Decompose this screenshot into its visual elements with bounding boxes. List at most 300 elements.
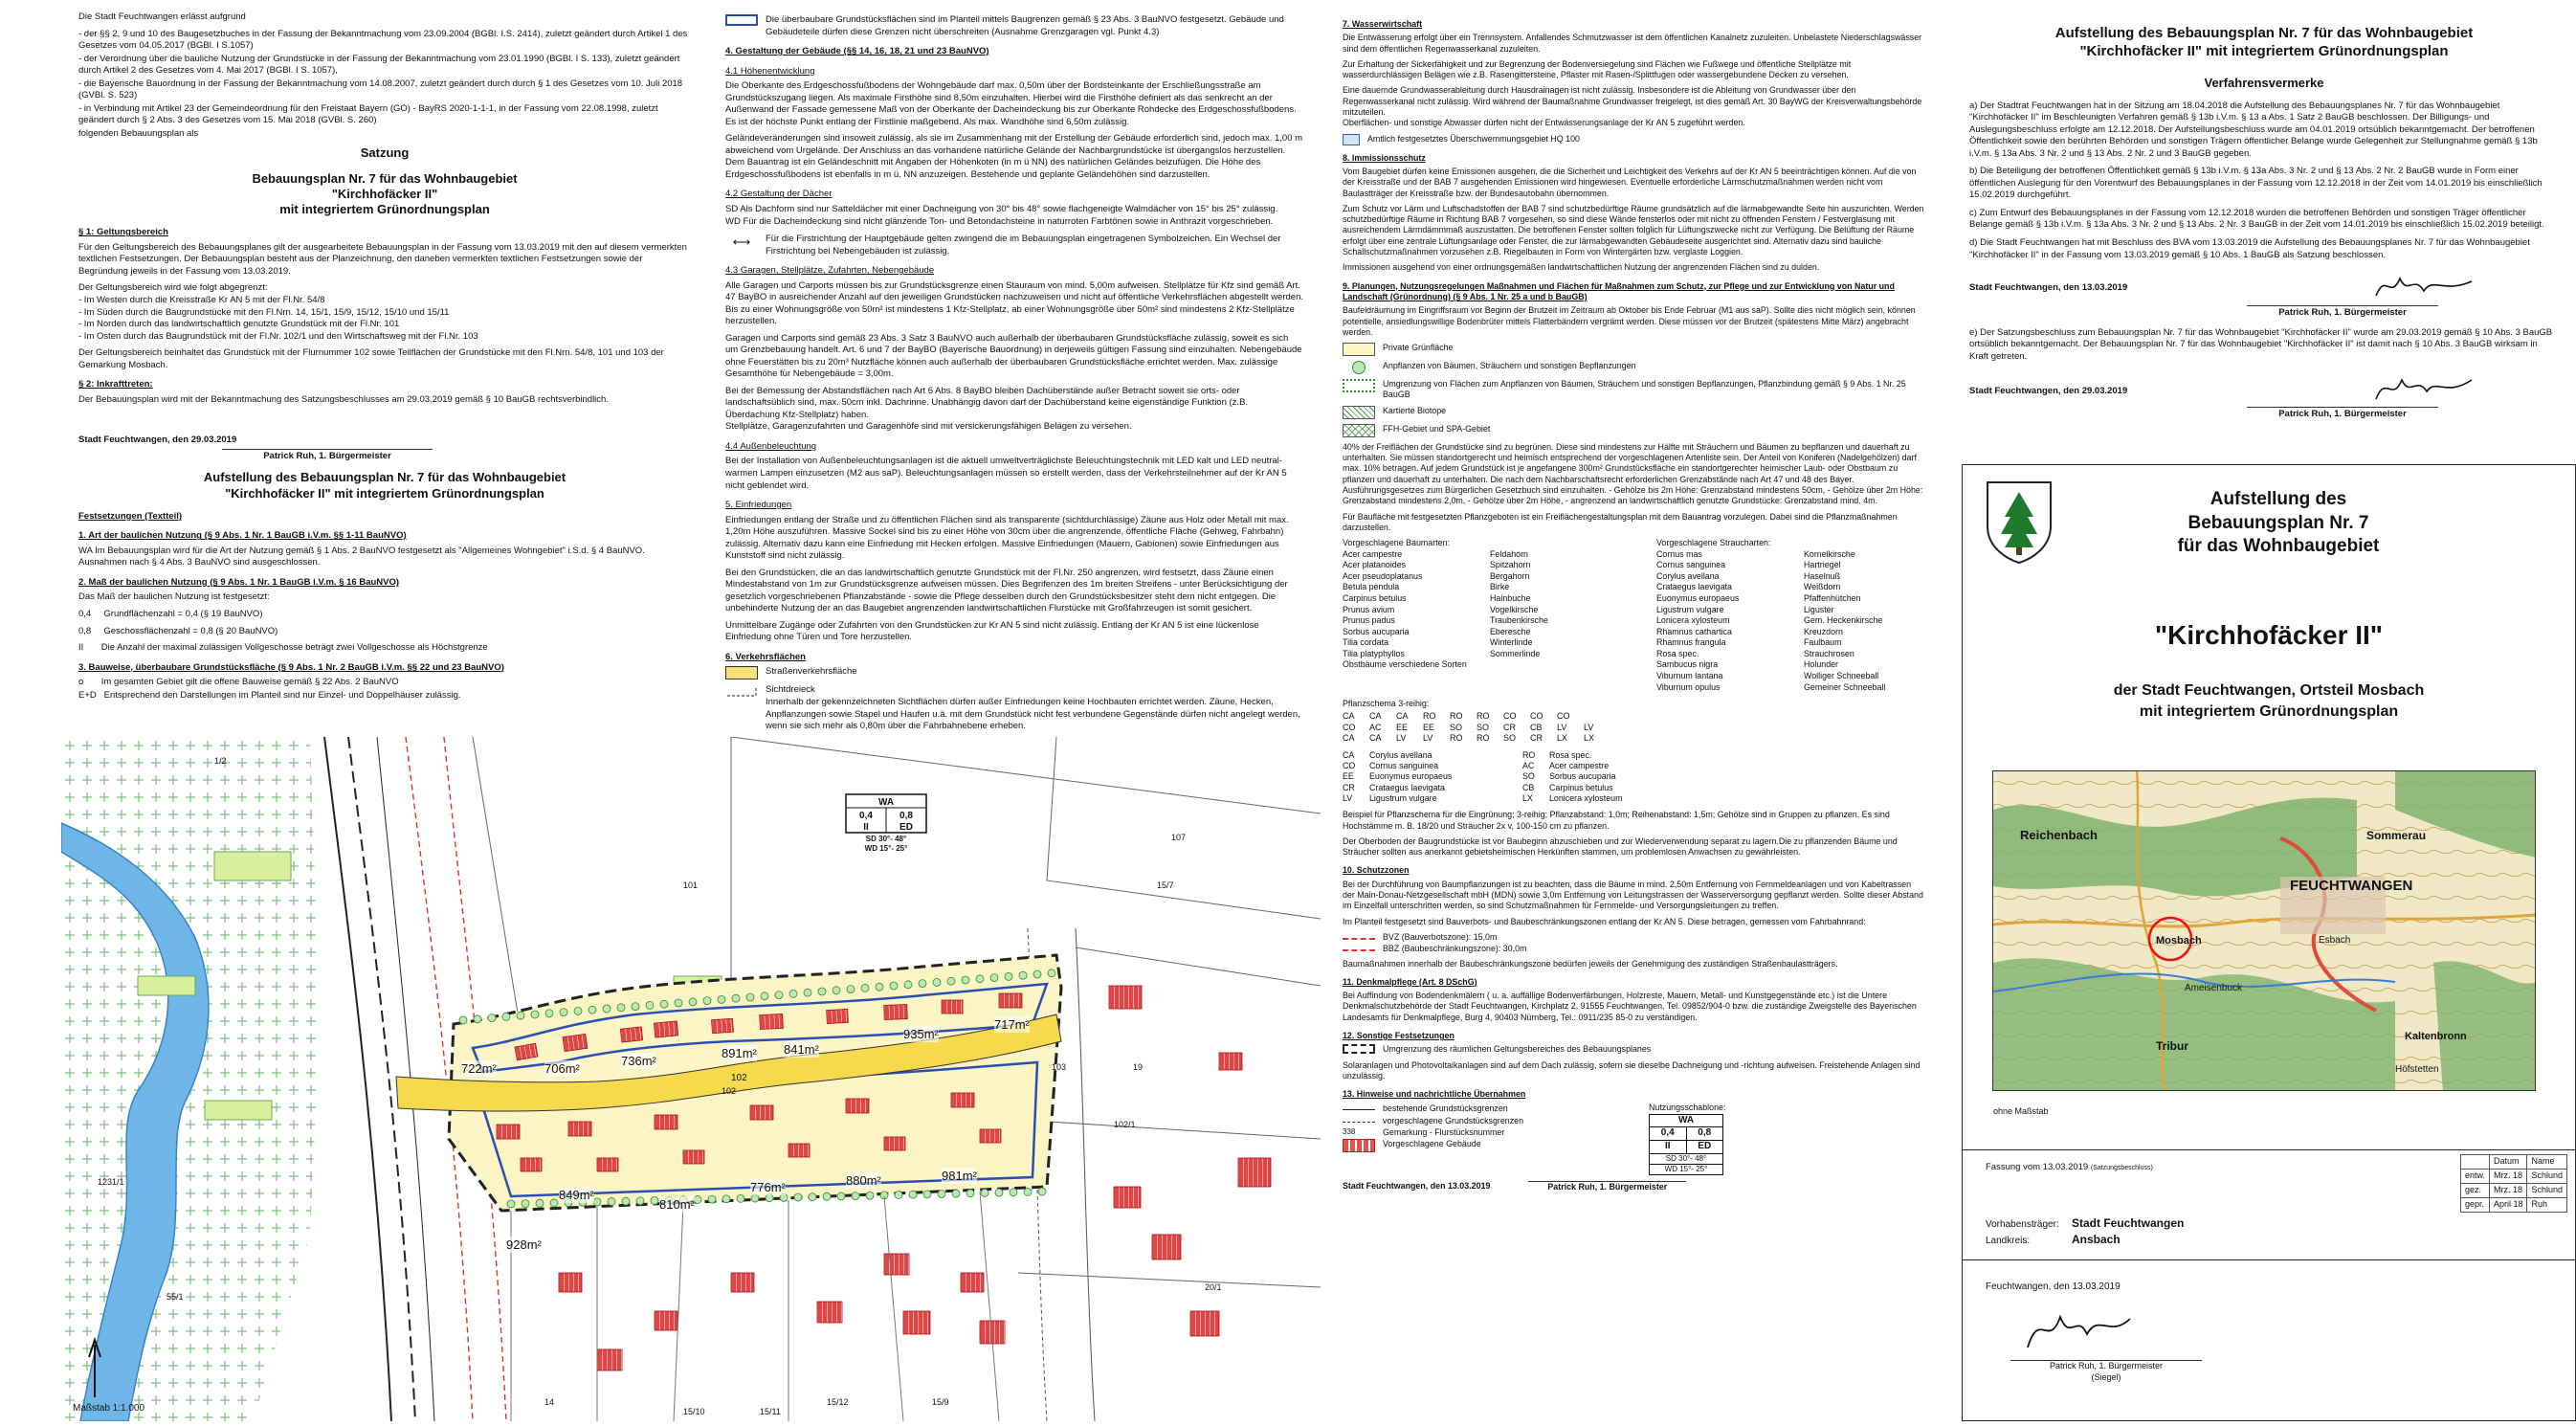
paragraph: Baumaßnahmen innerhalb der Baubeschränkungszone bedürfen jeweils der Genehmigung des zuständigen Straßenbaulastträgers. [1343, 959, 1925, 969]
text-column-1 [61, 0, 708, 737]
tree-icon [1024, 1188, 1032, 1195]
legend-bvz [1343, 932, 1925, 943]
gruen-swatch [1343, 343, 1375, 356]
species-latin: Sorbus aucuparia [1343, 627, 1486, 638]
section-heading: Festsetzungen (Textteil) [78, 511, 691, 524]
species-german: Gemeiner Schneeball [1804, 682, 1943, 694]
species-german: Eberesche [1490, 627, 1653, 638]
species-latin: Sambucus nigra [1656, 659, 1800, 671]
paragraph: Alle Garagen und Carports müssen bis zur Grundstücksgrenze einen Stauraum von mind. 5,00m aufweisen. Stellplätze für Kfz sind gemäß Art. 47 BayBO in ausreichender Anzahl auf den jeweiligen Grundstücken nachzuweisen und nicht auf öffentliche Verkehrsflächen abgestellt werden. Bis zu einer Wohnungsgröße von 50m² ist mindestens 1 Kfz-Stellplatz, ab einer Wohnungsgröße über 50m² sind mindestens 2 Kfz-Stellplätze herzustellen. [725, 280, 1303, 328]
lot-area-label: 841m² [784, 1041, 819, 1058]
tree-icon [995, 1189, 1003, 1196]
abbr-code: LV [1343, 793, 1369, 804]
species-german: Liguster [1804, 605, 1943, 616]
frame-title: Aufstellung des Bebauungsplan Nr. 7 für das Wohnbaugebiet [2077, 488, 2479, 559]
legend-gruen [1343, 343, 1925, 356]
text-column-3 [1325, 0, 1943, 1421]
schema-cell: WA [1650, 1115, 1722, 1127]
abbr-name: Cornus sanguinea [1369, 761, 1522, 771]
tree-icon [560, 1009, 567, 1016]
schema-cell: 0,4 [1650, 1127, 1686, 1140]
baugrenze-swatch [725, 14, 758, 26]
revision-cell: gez. [2460, 1183, 2489, 1197]
tree-icon [947, 977, 955, 985]
species-latin: Carpinus betulus [1343, 593, 1486, 605]
nutzungsschablone [1649, 1114, 1723, 1175]
species-german: Sommerlinde [1490, 649, 1653, 660]
legend-text: Amtlich festgesetztes Überschwemmungsgebiet HQ 100 [1367, 134, 1580, 145]
section-heading: 10. Schutzzonen [1343, 865, 1925, 876]
parcel-number: 15/7 [1157, 880, 1174, 892]
legend-text: Die überbaubare Grundstücksflächen sind im Planteil mittels Baugrenzen gemäß § 23 Abs. 3 BauNVO festgesetzt. Gebäude und Gebäudeteile dürfen diese Grenzen nicht überschreiten (Ausnahme Grenzgaragen vgl. Punkt 4.3) [766, 14, 1303, 38]
abbreviation-table [1343, 750, 1925, 804]
pflanz-cell: CO [1557, 711, 1584, 722]
pflanz-cell: LV [1557, 723, 1584, 733]
vtr-value: Stadt Feuchtwangen [2072, 1216, 2184, 1230]
legend-grenze-best [1343, 1103, 1630, 1114]
parcel-number: 15/12 [827, 1397, 849, 1409]
parcel-number: 14 [544, 1397, 554, 1409]
species-latin: Prunus avium [1343, 605, 1486, 616]
species-german: Feldahorn [1490, 549, 1653, 561]
bbz-line [1343, 949, 1375, 951]
tree-icon [718, 995, 725, 1003]
paragraph: Immissionen ausgehend von einer ordnungsgemäßen landwirtschaftlichen Nutzung der angrenzenden Flächen sind zu dulden. [1343, 262, 1925, 273]
species-german: Kornelkirsche [1804, 549, 1943, 561]
bvz-line [1343, 938, 1375, 940]
tree-icon [522, 1200, 529, 1208]
species-german: Bergahorn [1490, 571, 1653, 583]
sign-date: Stadt Feuchtwangen, den 29.03.2019 [1969, 386, 2127, 398]
tree-icon [502, 1013, 510, 1020]
firstrichtung-arrow-icon: ⟷ [725, 234, 758, 250]
parcel-number: 15/10 [683, 1407, 705, 1418]
pflanz-cell: CA [1396, 711, 1423, 722]
tree-icon [895, 1192, 902, 1199]
tree-icon [531, 1011, 539, 1018]
lot-area-label: 981m² [942, 1168, 977, 1184]
tree-icon [1352, 361, 1366, 374]
pflanz-cell: CA [1369, 711, 1396, 722]
legend-text: FFH-Gebiet und SPA-Gebiet [1383, 424, 1490, 434]
paragraph: Der Geltungsbereich wird wie folgt abgegrenzt: - Im Westen durch die Kreisstraße Kr AN 5 mit der Fl.Nr. 54/8 - Im Süden durch die Baugrundstücke mit den Fl.Nrn. 14, 15/1, 15/9, 15/12, 15/10 und 15/11 - Im Norden durch das landwirtschaftlich genutzte Grundstück mit der Fl.Nr. 101 - Im Osten durch das Baugrundstück mit der Fl.Nr. 102/1 und den Wirtschaftsweg mit der Fl.Nr. 103 [78, 282, 691, 343]
frame-subtitle: der Stadt Feuchtwangen, Ortsteil Mosbach mit integriertem Grünordnungsplan [1963, 680, 2575, 722]
species-latin: Tilia cordata [1343, 637, 1486, 649]
species-latin [1343, 671, 1486, 682]
map-schema-cell: WD 15°- 25° [846, 844, 926, 855]
paragraph: Zur Erhaltung der Sickerfähigkeit und zur Begrenzung der Bodenversiegelung sind Flächen wie Fußwege und öffentliche Stellplätze mit wasserdurchlässigen Belägen wie z.B. Rasengittersteine, Pflaster mit Rasen-/Splittfugen oder wassergebundene Decken zu versehen. [1343, 59, 1925, 81]
section-heading: 4. Gestaltung der Gebäude (§§ 14, 16, 18, 21 und 23 BauNVO) [725, 46, 1303, 58]
lot-area-label: 891m² [722, 1045, 757, 1061]
tree-icon [746, 993, 754, 1001]
lot-area-label: 706m² [544, 1060, 580, 1077]
geltungsbereich-swatch [1343, 1044, 1375, 1054]
tree-icon [1005, 972, 1012, 980]
tree-icon [574, 1007, 582, 1014]
intro-line: - die Bayerische Bauordnung in der Fassung der Bekanntmachung vom 14.08.2007, zuletzt geändert durch durch § 1 des Gesetzes vom 10. Juli 2018 (GVBl. S. 523) [78, 78, 691, 102]
legend-baum [1343, 361, 1925, 374]
species-german [1490, 659, 1653, 671]
subsection-heading: 4.3 Garagen, Stellplätze, Zufahrten, Nebengebäude [725, 265, 1303, 278]
tree-icon [923, 1191, 931, 1198]
species-latin [1343, 682, 1486, 694]
paragraph: Der Geltungsbereich beinhaltet das Grundstück mit der Flurnummer 102 sowie Teilflächen der Grundstücke mit den Fl.Nrn. 54/8, 101 und 103 der Gemarkung Mosbach. [78, 347, 691, 371]
subsection-heading: 5. Einfriedungen [725, 500, 1303, 512]
pflanz-cell: LV [1396, 733, 1423, 744]
abbr-code: EE [1343, 771, 1369, 782]
map-schema-cell: II [846, 821, 886, 834]
legend-strasse [725, 666, 1303, 680]
map-schema-cell: 0,8 [886, 810, 926, 822]
pflanz-cell: CB [1530, 723, 1557, 733]
vorhabenstraeger [1986, 1216, 2184, 1232]
species-german: Traubenkirsche [1490, 615, 1653, 627]
section-heading: 3. Bauweise, überbaubare Grundstücksfläche (§ 9 Abs. 1 Nr. 2 BauGB i.V.m. §§ 22 und 23 BauNVO) [78, 662, 691, 675]
species-german: Birke [1490, 582, 1653, 593]
schema-cell: SD 30°- 48° [1650, 1154, 1722, 1164]
paragraph: Unmittelbare Zugänge oder Zufahrten von den Grundstücken zur Kr AN 5 sind nicht zulässig. Entlang der Kr AN 5 ist eine lückenlose Einfriedung ohne Türen und Tore herzustellen. [725, 620, 1303, 644]
sign-sub: (Siegel) [2010, 1372, 2202, 1384]
revision-cell: April 18 [2489, 1197, 2527, 1212]
parcel-number: 101 [683, 880, 698, 892]
landkreis [1986, 1233, 2121, 1248]
tree-icon [545, 1010, 553, 1017]
parcel-number: 15/9 [932, 1397, 949, 1409]
sign-date: Feuchtwangen, den 13.03.2019 [1986, 1281, 2121, 1293]
species-german: Weißdorn [1804, 582, 1943, 593]
coat-of-arms-icon [1984, 479, 2054, 565]
tree-icon [1019, 971, 1027, 979]
tree-icon [976, 975, 984, 983]
species-latin: Acer platanoides [1343, 560, 1486, 571]
schema-cell: 0,8 [1686, 1127, 1723, 1140]
section-heading: 1. Art der baulichen Nutzung (§ 9 Abs. 1 Nr. 1 BauGB i.V.m. §§ 1-11 BauNVO) [78, 530, 691, 543]
abbr-code: CR [1343, 783, 1369, 793]
pflanz-cell: LX [1584, 733, 1610, 744]
legend-grenze-vorg [1343, 1116, 1630, 1126]
fassung-date: Fassung vom 13.03.2019 [1986, 1162, 2088, 1172]
abbr-code: RO [1522, 750, 1549, 761]
tree-icon [636, 1197, 644, 1205]
paragraph: Bei Auffindung von Bodendenkmälern ( u. a. auffällige Bodenverfärbungen, Holzreste, Mauern, Metall- und Kunstgegenstände etc.) ist die Untere Denkmalschutzbehörde der Stadt Feuchtwangen, Kirchplatz 2, 91555 Feuchtwangen, Tel. 09852/904-0 bzw. die zuständige Zweigstelle des Bayerischen Landesamts für Denkmalpflege, Burg 4, 90403 Nürnberg, Tel.: 0911/235 85-0 zu verständigen. [1343, 991, 1925, 1023]
species-german: Haselnuß [1804, 571, 1943, 583]
legend-text: Private Grünfläche [1383, 343, 1454, 353]
verfahren-item: d) Die Stadt Feuchtwangen hat mit Beschluss des BVA vom 13.03.2019 die Aufstellung des Bebauungsplanes Nr. 7 für das Wohnbaugebiet "Kirchhofäcker II" in der Fassung vom 13.03.2019 gemäß § 10 Abs. 1 BauGB als Satzung beschlossen. [1969, 237, 2559, 261]
verfahren-item: b) Die Beteiligung der betroffenen Öffentlichkeit gemäß § 13b i.V.m. § 13a Abs. 3 Nr. 2 und § 13 Abs. 2 Nr. 2 BauGB wurde in Form einer öffentlichen Auslegung für den Vorentwurf des Bebauungsplanes in der Fassung vom 12.12.2018 in der Zeit vom 14.01.2019 bis einschließlich 15.02.2019 durchgeführt. [1969, 166, 2559, 202]
abbr-code: CB [1522, 783, 1549, 793]
tree-icon [617, 1004, 625, 1012]
biotop-swatch [1343, 406, 1375, 419]
abbr-name: Acer campestre [1549, 761, 1702, 771]
species-latin: Prunus padus [1343, 615, 1486, 627]
abbr-name: Crataegus laevigata [1369, 783, 1522, 793]
lot-area-label: 935m² [903, 1026, 939, 1042]
tree-icon [861, 984, 869, 992]
map-label: Esbach [2319, 934, 2350, 947]
lk-value: Ansbach [2072, 1233, 2121, 1246]
tree-icon [933, 978, 941, 986]
pflanz-cell: CO [1530, 711, 1557, 722]
map-label: Sommerau [2366, 829, 2426, 844]
tree-icon [588, 1006, 596, 1014]
tree-icon [751, 1194, 759, 1202]
tree-icon [646, 1001, 654, 1009]
abbr-code: SO [1522, 771, 1549, 782]
paragraph: Bei der Installation von Außenbeleuchtungsanlagen ist die aktuell umweltverträglichste Beleuchtungstechnik mit LED kalt und LED neutral-warmen Lampen einzusetzen (M2 aus saP). Beleuchtungsanlagen müssen so erstellt werden, dass der Verkehrsteilnehmer auf der Kr AN 5 nicht geblendet wird. [725, 456, 1303, 492]
tree-icon [708, 1195, 716, 1203]
tree-icon [703, 997, 711, 1005]
tree-icon [775, 992, 783, 999]
revision-cell: Ruh [2527, 1197, 2567, 1212]
species-latin: Corylus avellana [1656, 571, 1800, 583]
pflanz-cell: LV [1584, 723, 1610, 733]
lot-area-label: 810m² [659, 1196, 695, 1213]
tree-icon [990, 974, 998, 982]
signature-icon [2020, 1300, 2135, 1357]
revision-cell: entw. [2460, 1169, 2489, 1183]
parcel-number: 19 [1133, 1062, 1143, 1074]
pflanz-cell: EE [1396, 723, 1423, 733]
section-heading: 7. Wasserwirtschaft [1343, 19, 1925, 30]
tree-icon [1048, 969, 1055, 977]
paragraph: Einfriedungen entlang der Straße und zu öffentlichen Flächen sind als transparente (sichtdurchlässige) Zäune aus Holz oder Metall mit max. 1,20m Höhe auszuführen. Massive Sockel sind bis zu einer Höhe von 30cm über die angrenzende, öffentliche Fläche (Gehweg, Fahrbahn) zulässig. Alternativ dazu kann eine Einfriedung mit Hecken erfolgen. Massive Einfriedungen (Mauern, Gabionen) sowie Einfriedungen aus Kunststoff sind nicht zulässig. [725, 515, 1303, 563]
tree-icon [675, 999, 682, 1007]
species-german: Pfaffenhütchen [1804, 593, 1943, 605]
tree-icon [694, 1195, 701, 1203]
lot-area-label: 717m² [994, 1016, 1030, 1033]
legend-text: bestehende Grundstücksgrenzen [1383, 1103, 1508, 1114]
legend-firstrichtung [725, 234, 1303, 257]
signature-area-1 [1969, 267, 2559, 305]
section-heading: 12. Sonstige Festsetzungen [1343, 1031, 1925, 1041]
tree-icon [890, 982, 898, 990]
paragraph: WD Für die Dacheindeckung sind nicht glänzende Ton- und Betondachsteine in naturroten Farbtönen sowie in Anthrazit vorgeschrieben. [725, 216, 1303, 229]
parcel-number: 15/11 [760, 1407, 781, 1418]
paragraph: Für den Geltungsbereich des Bebauungsplanes gilt der ausgearbeitete Bebauungsplan in der Fassung vom 13.03.2019 mit den auf diesem vermerkten textlichen Festsetzungen. Der Bebauungsplan besteht aus der Planzeichnung, den daneben vermerkten textlichen Festsetzungen sowie der Begründung jeweils in der Fassung vom 13.03.2019. [78, 242, 691, 279]
pflanz-cell: LX [1557, 733, 1584, 744]
fassung [1986, 1162, 2153, 1174]
subsection-heading: 4.2 Gestaltung der Dächer [725, 189, 1303, 201]
legend-text: Umgrenzung von Flächen zum Anpflanzen von Bäumen, Sträuchern und sonstigen Bepflanzungen, Pflanzbindung gemäß § 9 Abs. 1 Nr. 25 BauGB [1383, 379, 1925, 401]
section-heading: 2. Maß der baulichen Nutzung (§ 9 Abs. 1 Nr. 1 BauGB i.V.m. § 16 BauNVO) [78, 577, 691, 590]
legend-text: BBZ (Baubeschränkungszone): 30,0m [1383, 944, 1526, 954]
paragraph: o Im gesamten Gebiet gilt die offene Bauweise gemäß § 22 Abs. 2 BauNVO [78, 677, 691, 689]
lot-area-label: 880m² [846, 1172, 881, 1189]
subsection-heading: 4.1 Höhenentwicklung [725, 66, 1303, 78]
sign-name: Patrick Ruh, 1. Bürgermeister [2247, 407, 2438, 421]
paragraph: Baufeldräumung im Eingriffsraum vor Beginn der Brutzeit im Zeitraum ab Oktober bis Ende Februar (M1 aus saP). Sollte dies nicht möglich sein, können potentielle, ansiedlungswillige Bodenbrüter mittels Flatterbändern vergrämt werden. Diese müssen vor der Brutzeit (spätestens Mitte März) angebracht werden. [1343, 305, 1925, 338]
abbr-code: AC [1522, 761, 1549, 771]
revision-cell: Mrz. 18 [2489, 1183, 2527, 1197]
text-column-2 [708, 0, 1321, 737]
satzung-heading: Satzung [78, 145, 691, 161]
species-table [1343, 538, 1925, 693]
paragraph: Bei der Durchführung von Baumpflanzungen ist zu beachten, dass die Bäume in mind. 2,50m Entfernung von Fernmeldeanlagen und von Kabeltrassen der Main-Donau-Netzgesellschaft mbH (MDN) sowie 3,0m Entfernung von Leitungstrassen der Wasserversorgung gepflanzt werden. Sollte dieser Abstand im Einzelfall unterschritten werden, so sind Schutzmaßnahmen für Fernmelde- und Versorgungsleitungen zu treffen. [1343, 880, 1925, 912]
species-latin: Crataegus laevigata [1656, 582, 1800, 593]
tree-icon [804, 989, 811, 996]
tree-icon [981, 1189, 988, 1196]
tree-icon [909, 1191, 917, 1198]
plan-title-2: Aufstellung des Bebauungsplan Nr. 7 für das Wohnbaugebiet "Kirchhofäcker II" mit integriertem Grünordnungsplan [78, 470, 691, 501]
legend-text: Gemarkung - Flurstücksnummer [1383, 1127, 1504, 1138]
species-latin: Rosa spec. [1656, 649, 1800, 660]
paragraph: 40% der Freiflächen der Grundstücke sind zu begrünen. Diese sind mindestens zur Hälfte mit Sträuchern und Bäumen zu bepflanzen und dauerhaft zu unterhalten. Sie müssen standortgerecht und heimisch entsprechend der vorgeschlagenen Artenliste sein. Der Anteil von Koniferen (Nadelgehölzen) darf max. 10% betragen. Auf jedem Grundstück ist je angefangene 300m² Grundstücksfläche ein standortgerechter heimischer Laub- oder Obstbaum zu pflanzen und dauerhaft zu unterhalten. Die nach dem Nachbarschaftsrecht erforderlichen Grenzabstände nach Art 47 und 48 des Bayer. Ausführungsgesetzes zum Bürgerlichen Gesetzbuch sind einzuhalten. - Gehölze bis 2m Höhe: Grenzabstand mindestens 50cm, - Gehölze über 2m Höhe: Grenzabstand mindestens 2,0m, - Gehölze über 2m Höhe, - angrenzend an landwirtschaftlich genutzte Grundstücke: Grenzabstand mind. 4m. [1343, 442, 1925, 507]
lk-label: Landkreis: [1986, 1235, 2072, 1247]
legend-text: vorgeschlagene Grundstücksgrenzen [1383, 1116, 1523, 1126]
signature-area-2 [1969, 368, 2559, 407]
legend-text: Für die Firstrichtung der Hauptgebäude gelten zwingend die im Bebauungsplan eingetragenen Symbolzeichen. Ein Wechsel der Firstrichtung bei Nebengebäuden ist zulässig. [766, 234, 1303, 257]
ffh-swatch [1343, 424, 1375, 437]
revision-cell: gepr. [2460, 1197, 2489, 1212]
pflanzschema-grid [1343, 711, 1925, 744]
species-latin: Ligustrum vulgare [1656, 605, 1800, 616]
map-schema-cell: ED [886, 821, 926, 834]
abbr-name: Sorbus aucuparia [1549, 771, 1702, 782]
tree-icon [474, 1015, 481, 1023]
parcel-number: 20/1 [1205, 1282, 1222, 1294]
tree-icon [809, 1193, 816, 1201]
paragraph: II Die Anzahl der maximal zulässigen Vollgeschosse beträgt zwei Vollgeschosse als Höchstgrenze [78, 642, 691, 655]
ohne-massstab: ohne Maßstab [1993, 1106, 2049, 1118]
verfahren-heading: Verfahrensvermerke [1969, 75, 2559, 91]
pflanz-cell: LV [1423, 733, 1450, 744]
signature-icon [2371, 267, 2476, 305]
legend-text: Umgrenzung des räumlichen Geltungsbereiches des Bebauungsplanes [1383, 1044, 1651, 1055]
tree-icon [952, 1190, 960, 1197]
map-label: Ameisenbuck [2185, 982, 2242, 994]
species-latin: Obstbäume verschiedene Sorten [1343, 659, 1486, 671]
tree-icon [608, 1198, 615, 1206]
pflanz-cell: SO [1477, 723, 1503, 733]
legend-biotop [1343, 406, 1925, 419]
species-german: Hainbuche [1490, 593, 1653, 605]
tree-icon [632, 1003, 639, 1011]
revision-cell: Name [2527, 1155, 2567, 1170]
sign-name: Patrick Ruh, 1. Bürgermeister [1528, 1181, 1686, 1192]
map-schema-wa: WA [846, 796, 926, 809]
paragraph: SD Als Dachform sind nur Satteldächer mit einer Dachneigung von 30° bis 48° sowie flachgeneigte Walmdächer von 15° bis 25° zulässig. [725, 204, 1303, 216]
intro-line: - in Verbindung mit Artikel 23 der Gemeindeordnung für den Freistaat Bayern (GO) - BayRS 2020-1-1-1, in der Fassung vom 22.08.1998, zuletzt geändert durch § 2 Abs. 3 des Gesetzes vom 15. Mai 2018 (GVBl. S. 260) [78, 103, 691, 127]
species-german: Kreuzdorn [1804, 627, 1943, 638]
tree-icon [837, 1192, 845, 1200]
tree-icon [622, 1197, 630, 1205]
pflanz-cell: CR [1530, 733, 1557, 744]
legend-text: Anpflanzen von Bäumen, Sträuchern und sonstigen Bepflanzungen [1383, 361, 1635, 371]
parcel-number: 102 [722, 1086, 736, 1098]
tree-icon [789, 990, 797, 997]
revision-cell: Mrz. 18 [2489, 1169, 2527, 1183]
sichtdreieck-icon [725, 684, 758, 702]
species-german: Hartriegel [1804, 560, 1943, 571]
pflanzbindung-swatch [1343, 379, 1375, 392]
lot-area-label: 849m² [559, 1187, 594, 1203]
legend-bbz [1343, 944, 1925, 954]
parcel-number: 102/1 [1114, 1120, 1136, 1131]
tree-icon [852, 1192, 859, 1200]
sign-date: Stadt Feuchtwangen, den 29.03.2019 [78, 434, 691, 447]
paragraph: Bei den Grundstücken, die an das landwirtschaftlich genutzte Grundstück mit der Fl.Nr. 250 angrenzen, wird festsetzt, dass Zäune einen Mindestabstand von 1m zur Grundstücksgrenze aufweisen müssen. Dies Begrifenzen des 1m breiten Streifens - unter Berücksichtigung der gesetzlich vorgeschriebenen Pflanzabstände - sowie die Pflege desselben durch den Grundstücksbesitzer steht dem nicht entgegen. Die unbehinderte Nutzung der an das Baugebiet angrenzenden landwirtschaftlichen Flurstücke mit Großfahrzeugen ist somit gesichert. [725, 568, 1303, 615]
sign-name: Patrick Ruh, 1. Bürgermeister [2247, 305, 2438, 320]
tree-icon [966, 1190, 974, 1197]
tree-icon [459, 1016, 467, 1024]
paragraph: Zum Schutz vor Lärm und Luftschadstoffen der BAB 7 sind schutzbedürftige Räume grundsätzlich auf die lärmabgewandte Seite hin auszurichten. Werden schutzbedürftige Räume in Richtung BAB 7 vorgesehen, so sind diese Wände fensterlos oder mit nicht zu öffnenden Fenstern / Festverglasung mit ausreichendem Lärmdämmmaß auszustatten. Die betroffenen Fenster sollten folglich für Lüftungszwecke nicht zur Verfügung. Die Belüftung der Räume erfolgt über eine zentrale Lüftungsanlage oder Fenster, die zur lärmabgewandten Gebäudeseite ausgerichtet sind. Alternativ dazu sind bauliche Schallschutzmaßnahmen vorzusehen z.B. Riegelbauten in Form von Wintergärten bzw. verglaste Loggien. [1343, 204, 1925, 257]
pflanz-cell: CA [1369, 733, 1396, 744]
abbr-name: Rosa spec. [1549, 750, 1702, 761]
section-heading: 8. Immissionsschutz [1343, 153, 1925, 164]
tree-icon [536, 1199, 544, 1207]
intro-line: Die Stadt Feuchtwangen erlässt aufgrund [78, 11, 691, 24]
tree-icon [823, 1192, 831, 1200]
plan-title: Bebauungsplan Nr. 7 für das Wohnbaugebiet "Kirchhofäcker II" mit integriertem Grünordnungsplan [78, 171, 691, 218]
intro-line: folgenden Bebauungsplan als [78, 128, 691, 141]
species-latin: Viburnum opulus [1656, 682, 1800, 694]
section-heading: § 1: Geltungsbereich [78, 227, 691, 239]
overview-map [1992, 770, 2536, 1091]
paragraph: Das Maß der baulichen Nutzung ist festgesetzt: [78, 591, 691, 604]
tree-icon [833, 987, 840, 994]
gebaeude-swatch [1343, 1139, 1375, 1152]
pflanz-cell: SO [1450, 723, 1477, 733]
map-label: Höfstetten [2395, 1063, 2439, 1076]
pflanz-cell: CA [1343, 733, 1369, 744]
species-latin: Cornus mas [1656, 549, 1800, 561]
lot-area-label: 928m² [506, 1237, 542, 1253]
sign-date: Stadt Feuchtwangen, den 13.03.2019 [1969, 282, 2127, 295]
legend-geltungsbereich [1343, 1044, 1925, 1055]
species-latin: Acer pseudoplatanus [1343, 571, 1486, 583]
revision-cell [2460, 1155, 2489, 1170]
species-latin: Viburnum lantana [1656, 671, 1800, 682]
map-label: Mosbach [2156, 934, 2202, 948]
species-german: Holunder [1804, 659, 1943, 671]
pflanz-cell: AC [1369, 723, 1396, 733]
species-latin: Betula pendula [1343, 582, 1486, 593]
legend-ffh [1343, 424, 1925, 437]
revision-table [2460, 1154, 2567, 1213]
section-heading: 13. Hinweise und nachrichtliche Übernahmen [1343, 1089, 1925, 1100]
frame-title-main: "Kirchhofäcker II" [1963, 618, 2575, 654]
parcel-number: 1231/1 [98, 1177, 124, 1189]
tree-icon [919, 980, 926, 988]
paragraph: Die Entwässerung erfolgt über ein Trennsystem. Anfallendes Schmutzwasser ist dem öffentlichen Kanalnetz zuzuleiten. Unbelastete Niederschlagswässer sind dem öffentlichen Regenwasserkanal zuzuleiten. [1343, 33, 1925, 55]
abbr-name: Corylus avellana [1369, 750, 1522, 761]
map-label: Kaltenbronn [2405, 1030, 2467, 1044]
nutzungsschablone-label: Nutzungsschablone: [1649, 1103, 1725, 1113]
abbr-code: CA [1343, 750, 1369, 761]
pflanz-cell [1584, 711, 1610, 722]
legend-text: Vorgeschlagene Gebäude [1383, 1139, 1481, 1149]
intro-line: - der §§ 2, 9 und 10 des Baugesetzbuches in der Fassung der Bekanntmachung vom 23.09.2004 (BGBl. I.S. 2414), zuletzt geändert durch Artikel 1 des Gesetzes vom 04.05.2017 (BGBl. I S.1057) [78, 29, 691, 53]
species-latin: Cornus sanguinea [1656, 560, 1800, 571]
legend-text: Kartierte Biotope [1383, 406, 1446, 416]
tree-icon [488, 1014, 496, 1022]
parcel-number: 55/1 [167, 1292, 184, 1303]
species-latin: Tilia platyphyllos [1343, 649, 1486, 660]
paragraph: Vom Baugebiet dürfen keine Emissionen ausgehen, die die Sicherheit und Leichtigkeit des Verkehrs auf der Kr AN 5 beeinträchtigen können. Auf die von der Kreisstraße und der BAB 7 ausgehenden Emissionen wird hingewiesen. Eventuelle erforderliche Lärmschutzmaßnahmen werden nicht vom Baulastträger der Kreisstraße bzw. der Bundesautobahn übernommen. [1343, 167, 1925, 199]
lot-area-label: 736m² [621, 1053, 656, 1069]
parcel-number: 103 [1052, 1062, 1066, 1074]
parcel-number: 1/2 [214, 756, 227, 768]
species-latin: Acer campestre [1343, 549, 1486, 561]
flurst-number: 338 [1343, 1127, 1375, 1137]
revision-cell: Schlund [2527, 1183, 2567, 1197]
tree-icon [603, 1005, 611, 1013]
intro-block [78, 11, 691, 140]
species-german: Vogelkirsche [1490, 605, 1653, 616]
abbr-name: Euonymus europaeus [1369, 771, 1522, 782]
tree-icon [737, 1194, 744, 1202]
paragraph: Im Planteil festgesetzt sind Bauverbots- und Baubeschränkungszonen entlang der Kr AN 5. Diese betragen, gemessen vom Fahrbahnrand: [1343, 917, 1925, 927]
